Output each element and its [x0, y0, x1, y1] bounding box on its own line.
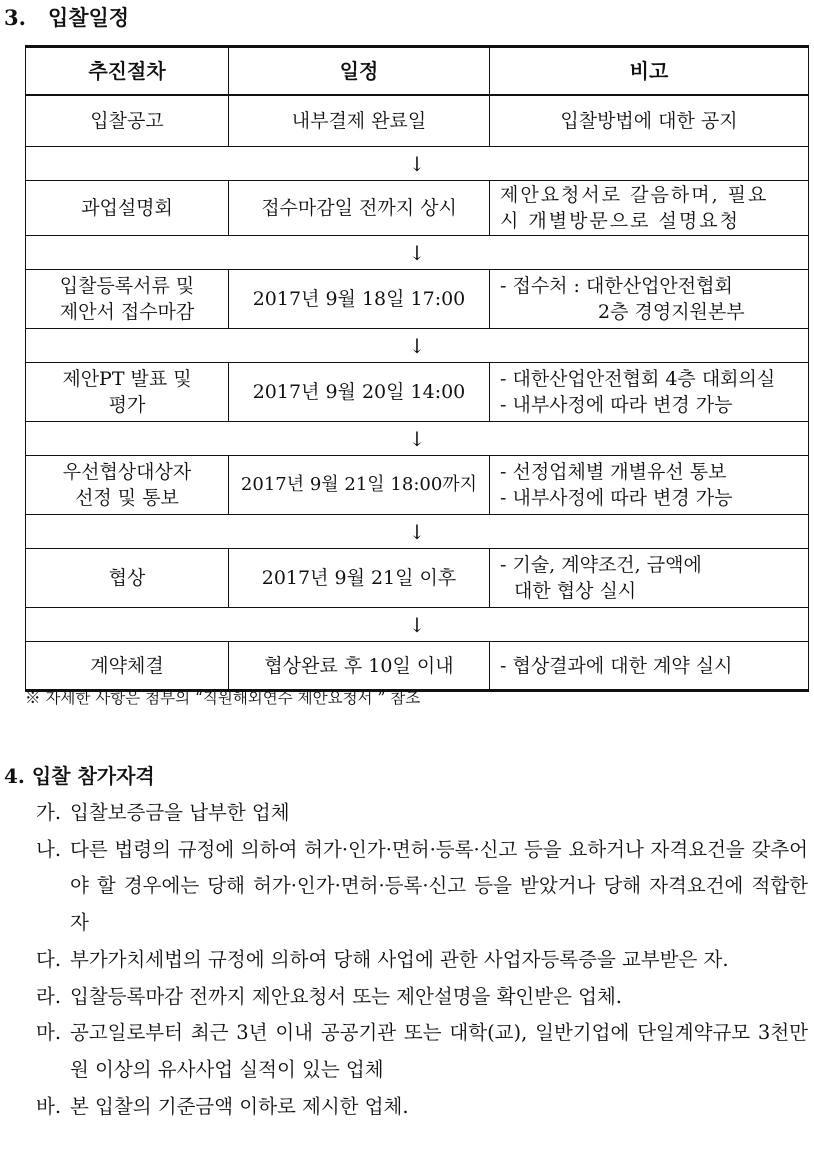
note-line: 2층 경영지원본부 [598, 301, 745, 323]
table-row [26, 549, 809, 608]
qualification-list [36, 795, 808, 1125]
section-4-heading: 4. 입찰 참가자격 [4, 764, 155, 788]
table-row [26, 270, 809, 329]
item-text: 본 입찰의 기준금액 이하로 제시한 업체. [70, 1094, 409, 1118]
list-item [36, 1015, 808, 1088]
schedule-cell: 2017년 9월 21일 18:00까지 [229, 456, 490, 515]
notes-cell [490, 549, 809, 608]
item-label: 마. [36, 1021, 62, 1045]
list-item [36, 795, 808, 832]
schedule-cell: 협상완료 후 10일 이내 [229, 642, 490, 691]
list-item [36, 979, 808, 1016]
item-label: 다. [36, 947, 62, 971]
list-item [36, 942, 808, 979]
notes-cell [490, 363, 809, 422]
step-line: 선정 및 통보 [75, 487, 179, 509]
step-cell [26, 270, 229, 329]
flow-arrow: ↓ [26, 329, 809, 363]
step-cell [26, 456, 229, 515]
item-label: 가. [36, 801, 62, 824]
note-line: - 대한산업안전협회 4층 대회의실 [500, 368, 776, 390]
step-line: 제안PT 발표 및 [62, 368, 192, 390]
step-cell: 입찰공고 [26, 95, 229, 147]
table-row [26, 642, 809, 691]
table-row [26, 456, 809, 515]
item-text: 입찰보증금을 납부한 업체 [70, 801, 290, 824]
flow-arrow: ↓ [26, 515, 809, 549]
step-line: 입찰등록서류 및 [59, 275, 195, 297]
table-row [26, 181, 809, 236]
step-cell [26, 363, 229, 422]
bid-schedule-table [25, 45, 809, 692]
item-label: 바. [36, 1094, 62, 1118]
table-row [26, 95, 809, 147]
header-schedule: 일정 [229, 47, 490, 96]
item-text: 다른 법령의 규정에 의하여 허가·인가·면허·등록·신고 등을 요하거나 자격요건을 갖추어야 할 경우에는 당해 허가·인가·면허·등록·신고 등을 받았거나 당해 자격요건에 적합한 자 [70, 837, 808, 935]
footnote: ※ 자세한 사항은 첨부의 “직원해외연수 제안요청서 ” 참조 [25, 689, 421, 707]
section-title: 입찰일정 [47, 5, 130, 30]
item-label: 라. [36, 984, 62, 1008]
item-text: 공고일로부터 최근 3년 이내 공공기관 또는 대학(교), 일반기업에 단일계약규모 3천만원 이상의 유사사업 실적이 있는 업체 [70, 1021, 808, 1081]
note-line: - 접수처 : 대한산업안전협회 [500, 275, 733, 297]
section-number: 3. [4, 5, 26, 30]
step-line: 제안서 접수마감 [59, 301, 195, 323]
header-notes: 비고 [490, 47, 809, 96]
table-row [26, 363, 809, 422]
step-line: 우선협상대상자 [62, 461, 192, 483]
note-line: 대한 협상 실시 [514, 580, 637, 602]
section-3-heading [4, 2, 129, 32]
flow-arrow: ↓ [26, 236, 809, 270]
note-line: - 내부사정에 따라 변경 가능 [500, 487, 733, 509]
item-label: 나. [36, 837, 62, 861]
flow-arrow: ↓ [26, 422, 809, 456]
schedule-cell: 2017년 9월 21일 이후 [229, 549, 490, 608]
flow-arrow: ↓ [26, 147, 809, 181]
schedule-cell: 내부결제 완료일 [229, 95, 490, 147]
list-item [36, 832, 808, 942]
schedule-cell: 2017년 9월 20일 14:00 [229, 363, 490, 422]
table-header-row [26, 47, 809, 96]
note-line: 시 개별방문으로 설명요청 [500, 210, 740, 232]
step-cell: 협상 [26, 549, 229, 608]
note-line: 제안요청서로 갈음하며, 필요 [500, 184, 769, 206]
step-line: 평가 [108, 394, 146, 416]
notes-cell: - 협상결과에 대한 계약 실시 [490, 642, 809, 691]
note-line: - 선정업체별 개별유선 통보 [500, 461, 727, 483]
note-line: - 내부사정에 따라 변경 가능 [500, 394, 733, 416]
header-step: 추진절차 [26, 47, 229, 96]
note-line: - 기술, 계약조건, 금액에 [500, 554, 702, 576]
item-text: 입찰등록마감 전까지 제안요청서 또는 제안설명을 확인받은 업체. [70, 984, 622, 1008]
notes-cell [490, 270, 809, 329]
notes-cell [490, 456, 809, 515]
list-item [36, 1089, 808, 1126]
notes-cell [490, 181, 809, 236]
step-cell: 계약체결 [26, 642, 229, 691]
notes-cell: 입찰방법에 대한 공지 [490, 95, 809, 147]
schedule-cell: 2017년 9월 18일 17:00 [229, 270, 490, 329]
item-text: 부가가치세법의 규정에 의하여 당해 사업에 관한 사업자등록증을 교부받은 자. [70, 947, 729, 971]
flow-arrow: ↓ [26, 608, 809, 642]
schedule-cell: 접수마감일 전까지 상시 [229, 181, 490, 236]
step-cell: 과업설명회 [26, 181, 229, 236]
